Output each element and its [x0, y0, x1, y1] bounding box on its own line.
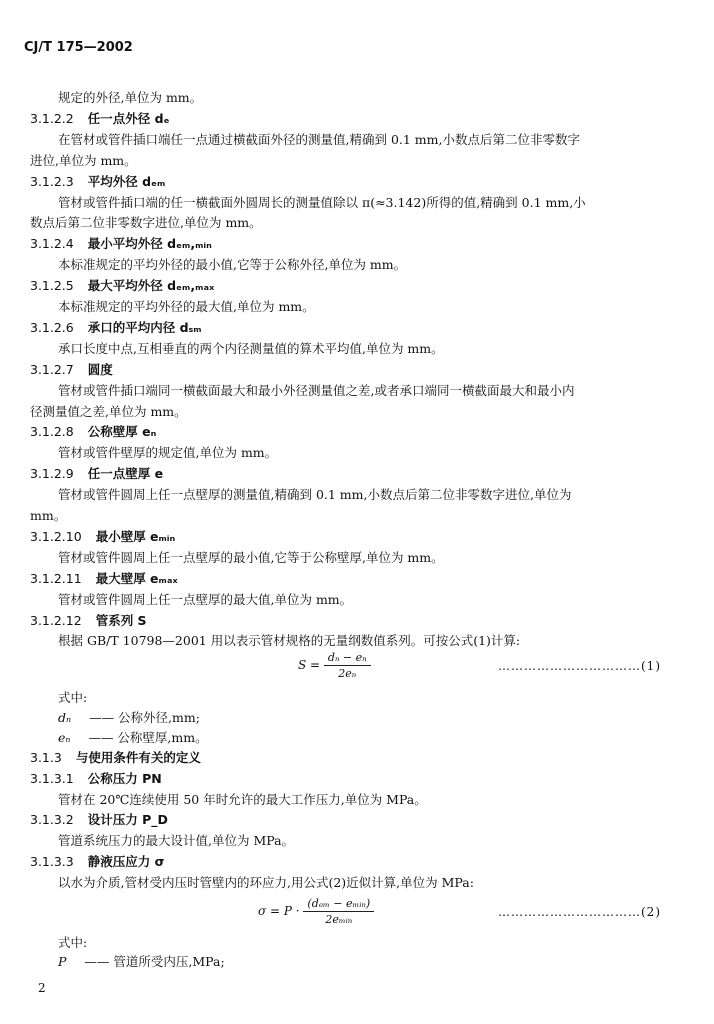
section-heading [30, 278, 214, 294]
where-symbol: dₙ [58, 710, 72, 725]
paragraph-line: 管材或管件插口端同一横截面最大和最小外径测量值之差,或者承口端同一横截面最大和最小内 [58, 382, 575, 398]
section-number: 3.1.3.1 [30, 770, 74, 786]
document-header-id: CJ/T 175—2002 [24, 40, 133, 55]
equation-number-1: ……………………………(1) [498, 659, 661, 673]
section-title: 承口的平均内径 dₛₘ [87, 319, 202, 335]
section-title: 最小壁厚 eₘᵢₙ [95, 528, 176, 544]
section-title: 任一点外径 dₑ [87, 110, 170, 126]
section-number: 3.1.2.2 [30, 110, 74, 126]
section-heading [30, 571, 178, 587]
section-title: 公称压力 PN [87, 770, 162, 786]
section-heading [30, 362, 113, 378]
section-heading [30, 750, 201, 766]
where-label-1: 式中: [58, 690, 88, 705]
section-heading [30, 771, 162, 787]
formula-1-numerator: dₙ − eₙ [324, 651, 371, 666]
equation-number-2: ……………………………(2) [498, 905, 661, 919]
formula-2-fraction [303, 897, 374, 926]
where-label-2: 式中: [58, 935, 88, 950]
formula-1-lhs: S = [298, 658, 321, 672]
section-number: 3.1.2.10 [30, 528, 82, 544]
section-title: 最大平均外径 dₑₘ,ₘₐₓ [87, 278, 215, 294]
where-description: —— 管道所受内压,MPa; [84, 954, 225, 969]
formula-1 [298, 651, 371, 680]
paragraph-line: 本标准规定的平均外径的最大值,单位为 mm。 [58, 299, 315, 314]
section-number: 3.1.2.7 [30, 361, 74, 377]
section-heading [30, 174, 165, 190]
section-number: 3.1.2.9 [30, 466, 74, 482]
section-title: 最小平均外径 dₑₘ,ₘᵢₙ [87, 236, 212, 252]
section-title: 最大壁厚 eₘₐₓ [95, 570, 178, 586]
section-number: 3.1.2.6 [30, 319, 74, 335]
paragraph-line: mm。 [30, 508, 67, 523]
paragraph-line: 根据 GB/T 10798—2001 用以表示管材规格的无量纲数值系列。可按公式(1)计算: [58, 633, 521, 649]
paragraph-line: 管材或管件插口端的任一横截面外圆周长的测量值除以 π(≈3.142)所得的值,精确到 0.1 mm,小 [58, 194, 586, 210]
where-item [58, 954, 225, 970]
section-heading [30, 424, 156, 440]
section-number: 3.1.2.3 [30, 173, 74, 189]
where-symbol: eₙ [58, 730, 71, 745]
section-number: 3.1.2.8 [30, 424, 74, 440]
page-number: 2 [38, 981, 46, 995]
paragraph-line: 径测量值之差,单位为 mm。 [30, 403, 187, 419]
formula-2-numerator: (dₑₘ − eₘᵢₙ) [303, 897, 374, 912]
paragraph-line: 以水为介质,管材受内压时管壁内的环应力,用公式(2)近似计算,单位为 MPa: [58, 874, 474, 890]
paragraph-line: 管材或管件圆周上任一点壁厚的测量值,精确到 0.1 mm,小数点后第二位非零数字进位,单位为 [58, 487, 572, 503]
section-heading [30, 529, 175, 545]
paragraph-line: 数点后第二位非零数字进位,单位为 mm。 [30, 215, 262, 231]
formula-1-denominator: 2eₙ [338, 667, 357, 680]
where-symbol: P [58, 954, 67, 969]
paragraph-line: 规定的外径,单位为 mm。 [58, 90, 203, 105]
section-title: 公称壁厚 eₙ [87, 424, 157, 440]
where-item [58, 730, 208, 746]
section-number: 3.1.2.4 [30, 236, 74, 252]
formula-2-denominator: 2eₘᵢₙ [325, 913, 353, 926]
section-title: 任一点壁厚 e [87, 466, 164, 482]
section-title: 静液压应力 σ [87, 854, 165, 869]
section-number: 3.1.2.12 [30, 612, 82, 628]
paragraph-line: 管道系统压力的最大设计值,单位为 MPa。 [58, 833, 295, 849]
formula-1-fraction [324, 651, 371, 680]
paragraph-line: 承口长度中点,互相垂直的两个内径测量值的算术平均值,单位为 mm。 [58, 340, 444, 356]
section-number: 3.1.2.5 [30, 278, 74, 294]
paragraph-line: 管材或管件圆周上任一点壁厚的最小值,它等于公称壁厚,单位为 mm。 [58, 549, 444, 565]
section-heading [30, 466, 163, 482]
section-title: 管系列 S [95, 612, 147, 628]
where-description: —— 公称壁厚,mm。 [88, 730, 208, 745]
formula-2 [258, 897, 374, 926]
section-heading [30, 613, 147, 629]
section-heading [30, 854, 164, 870]
section-title: 设计压力 P_D [87, 812, 168, 828]
section-heading [30, 236, 212, 252]
paragraph-line: 进位,单位为 mm。 [30, 152, 137, 168]
paragraph-line: 管材或管件壁厚的规定值,单位为 mm。 [58, 445, 278, 461]
section-number: 3.1.2.11 [30, 570, 82, 586]
formula-2-lhs: σ = P · [258, 904, 300, 918]
section-number: 3.1.3.3 [30, 854, 74, 869]
section-title: 与使用条件有关的定义 [75, 750, 201, 765]
section-title: 圆度 [87, 361, 113, 377]
paragraph-line: 本标准规定的平均外径的最小值,它等于公称外径,单位为 mm。 [58, 257, 407, 273]
where-item [58, 710, 200, 726]
paragraph-line: 管材在 20℃连续使用 50 年时允许的最大工作压力,单位为 MPa。 [58, 791, 427, 807]
where-description: —— 公称外径,mm; [89, 710, 200, 725]
paragraph-line: 在管材或管件插口端任一点通过横截面外径的测量值,精确到 0.1 mm,小数点后第二位非零数字 [58, 131, 580, 147]
section-title: 平均外径 dₑₘ [87, 173, 166, 189]
section-number: 3.1.3.2 [30, 812, 74, 828]
section-number: 3.1.3 [30, 750, 62, 765]
paragraph-line: 管材或管件圆周上任一点壁厚的最大值,单位为 mm。 [58, 591, 353, 607]
section-heading [30, 320, 202, 336]
section-heading [30, 812, 168, 828]
section-heading [30, 111, 170, 127]
